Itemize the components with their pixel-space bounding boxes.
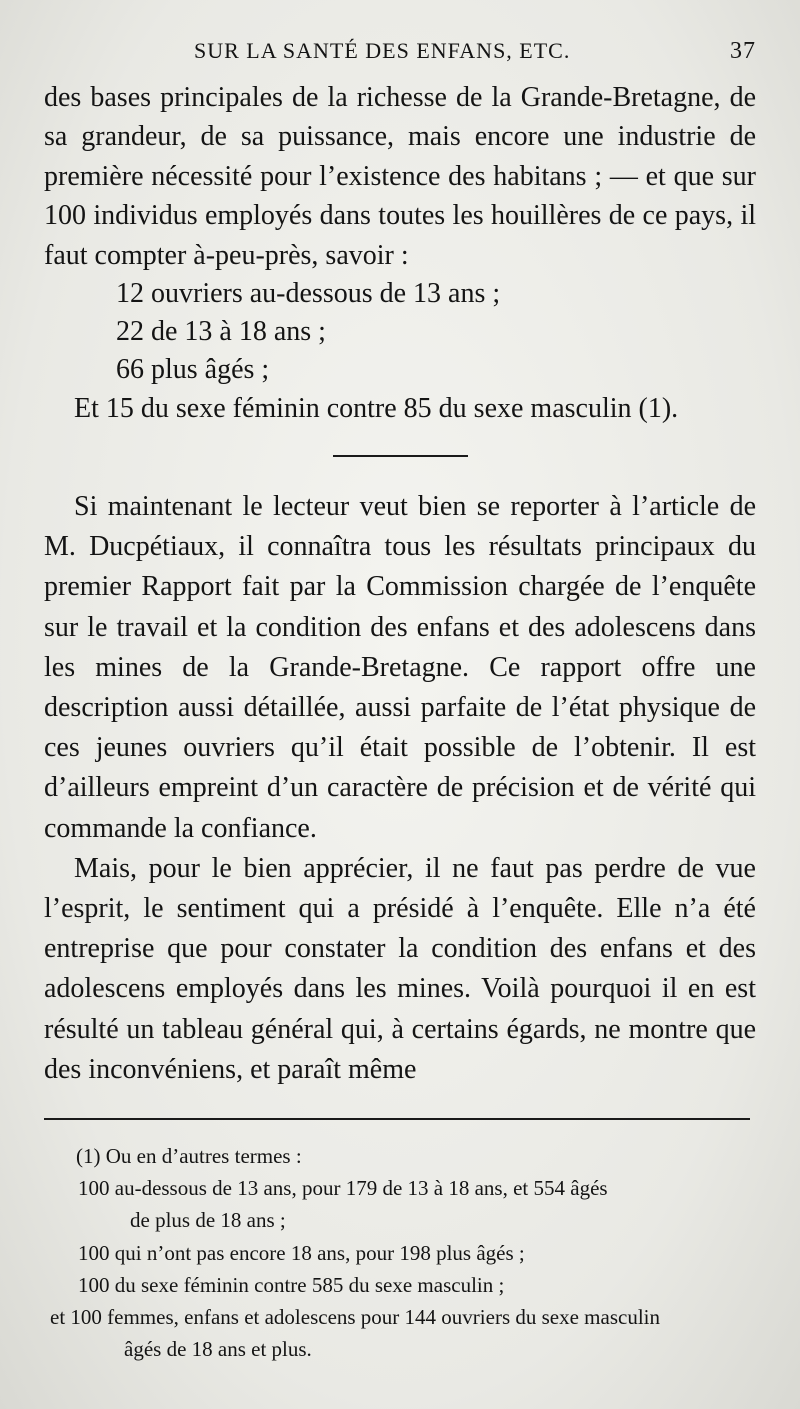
page-number: 37 bbox=[730, 38, 756, 64]
running-title: SUR LA SANTÉ DES ENFANS, ETC. bbox=[194, 38, 571, 63]
footnote-intro: (1) Ou en d’autres termes : bbox=[76, 1144, 302, 1168]
section-divider bbox=[333, 455, 468, 457]
list-item-sex-ratio: Et 15 du sexe féminin contre 85 du sexe masculin (1). bbox=[74, 393, 679, 425]
footnote-line: de plus de 18 ans ; bbox=[130, 1208, 286, 1233]
footnote-line: âgés de 18 ans et plus. bbox=[124, 1337, 312, 1362]
paragraph: Mais, pour le bien apprécier, il ne faut pas perdre de vue l’esprit, le sentiment qui a présidé à l’enquête. Elle n’a été entreprise que pour constater la condition des enfans et des adolescens employés dans les mines. Voilà pourquoi il en est résulté un tableau général qui, à certains égards, ne montre que des inconvéniens, et paraît même bbox=[44, 852, 756, 1085]
running-head bbox=[44, 38, 756, 78]
footnote-line: 100 qui n’ont pas encore 18 ans, pour 198 plus âgés ; bbox=[78, 1240, 525, 1265]
footnote-line: et 100 femmes, enfans et adolescens pour 144 ouvriers du sexe masculin bbox=[50, 1305, 660, 1330]
list-item: 66 plus âgés ; bbox=[116, 354, 270, 386]
footnote-line: 100 du sexe féminin contre 585 du sexe masculin ; bbox=[78, 1272, 505, 1297]
main-text bbox=[44, 78, 756, 1090]
list-item: 12 ouvriers au-dessous de 13 ans ; bbox=[116, 278, 501, 310]
statistics-list bbox=[44, 275, 756, 429]
footnote-divider bbox=[44, 1118, 750, 1120]
paragraph-continued: des bases principales de la richesse de la Grande-Bretagne, de sa grandeur, de sa puissance, mais encore une industrie de première nécessité pour l’existence des habitans ; — et que sur 100 individus employés dans toutes les houillères de ce pays, il faut compter à-peu-près, savoir : bbox=[44, 82, 756, 271]
list-item: 22 de 13 à 18 ans ; bbox=[116, 316, 326, 348]
footnote-line: 100 au-dessous de 13 ans, pour 179 de 13 à 18 ans, et 554 âgés bbox=[78, 1176, 608, 1201]
footnote bbox=[50, 1140, 756, 1365]
paragraph: Si maintenant le lecteur veut bien se reporter à l’article de M. Ducpétiaux, il connaîtra tous les résultats principaux du premier Rapport fait par la Commission chargée de l’enquête sur le travail et la condition des enfans et des adolescens dans les mines de la Grande-Bretagne. Ce rapport offre une description aussi détaillée, aussi parfaite de l’état physique de ces jeunes ouvriers qu’il était possible de l’obtenir. Il est d’ailleurs empreint d’un caractère de précision et de vérité qui commande la confiance. bbox=[44, 491, 756, 844]
